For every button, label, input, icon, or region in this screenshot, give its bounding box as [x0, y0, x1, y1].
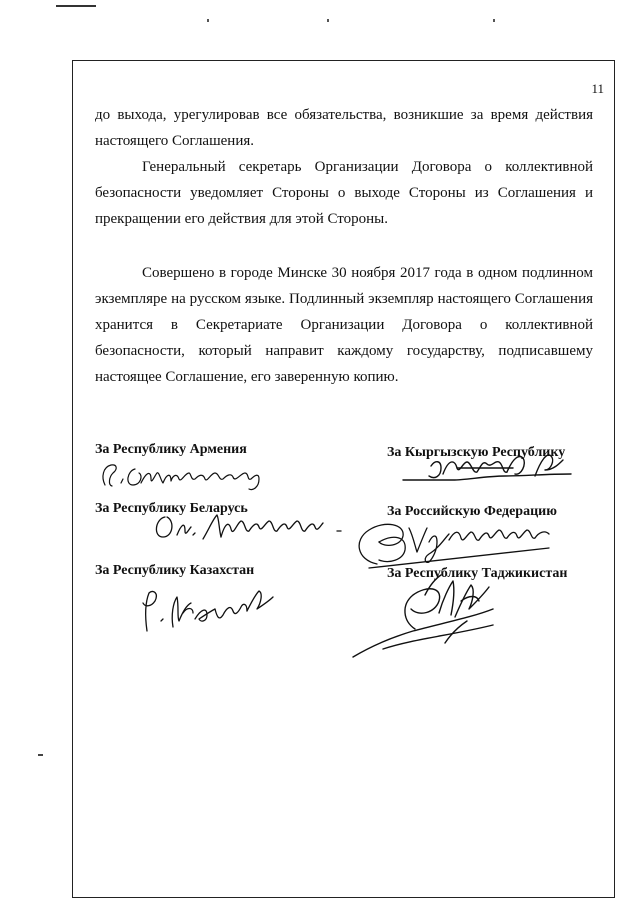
signature-belarus — [151, 507, 351, 547]
paragraph-done-at-minsk: Совершено в городе Минске 30 ноября 2017 года в одном подлинном экземпляре на русском языке. Подлинный экземпляр настоящего Соглашения хранится в Секретариате Организации Договора о коллективной безопасности, который направит каждому государству, подписавшему настоящее Соглашение, его заверенную копию. — [95, 265, 593, 385]
scan-speck — [493, 19, 495, 22]
page-number: 11 — [591, 81, 604, 96]
signature-label-tajikistan: За Республику Таджикистан — [387, 566, 568, 581]
signature-armenia — [95, 459, 267, 493]
signature-label-russia: За Российскую Федерацию — [387, 504, 557, 519]
paragraph-withdrawal-obligations: до выхода, урегулировав все обязательства, возникшие за время действия настоящего Соглашения. — [95, 107, 593, 149]
signature-tajikistan — [343, 569, 543, 661]
scan-mark — [38, 754, 43, 756]
signature-label-kyrgyzstan: За Кыргызскую Республику — [387, 445, 566, 460]
signature-russia — [349, 516, 579, 574]
signature-label-armenia: За Республику Армения — [95, 442, 247, 457]
scan-mark — [56, 5, 96, 7]
signature-kyrgyzstan — [395, 446, 585, 490]
scan-speck — [327, 19, 329, 22]
signature-label-kazakhstan: За Республику Казахстан — [95, 563, 255, 578]
signature-label-belarus: За Республику Беларусь — [95, 501, 248, 516]
document-page — [72, 60, 615, 898]
paragraph-secretary-notice: Генеральный секретарь Организации Договора о коллективной безопасности уведомляет Стороны о выходе Стороны из Соглашения и прекращении его действия для этой Стороны. — [95, 159, 593, 227]
signature-kazakhstan — [135, 581, 285, 643]
scan-speck — [207, 19, 209, 22]
